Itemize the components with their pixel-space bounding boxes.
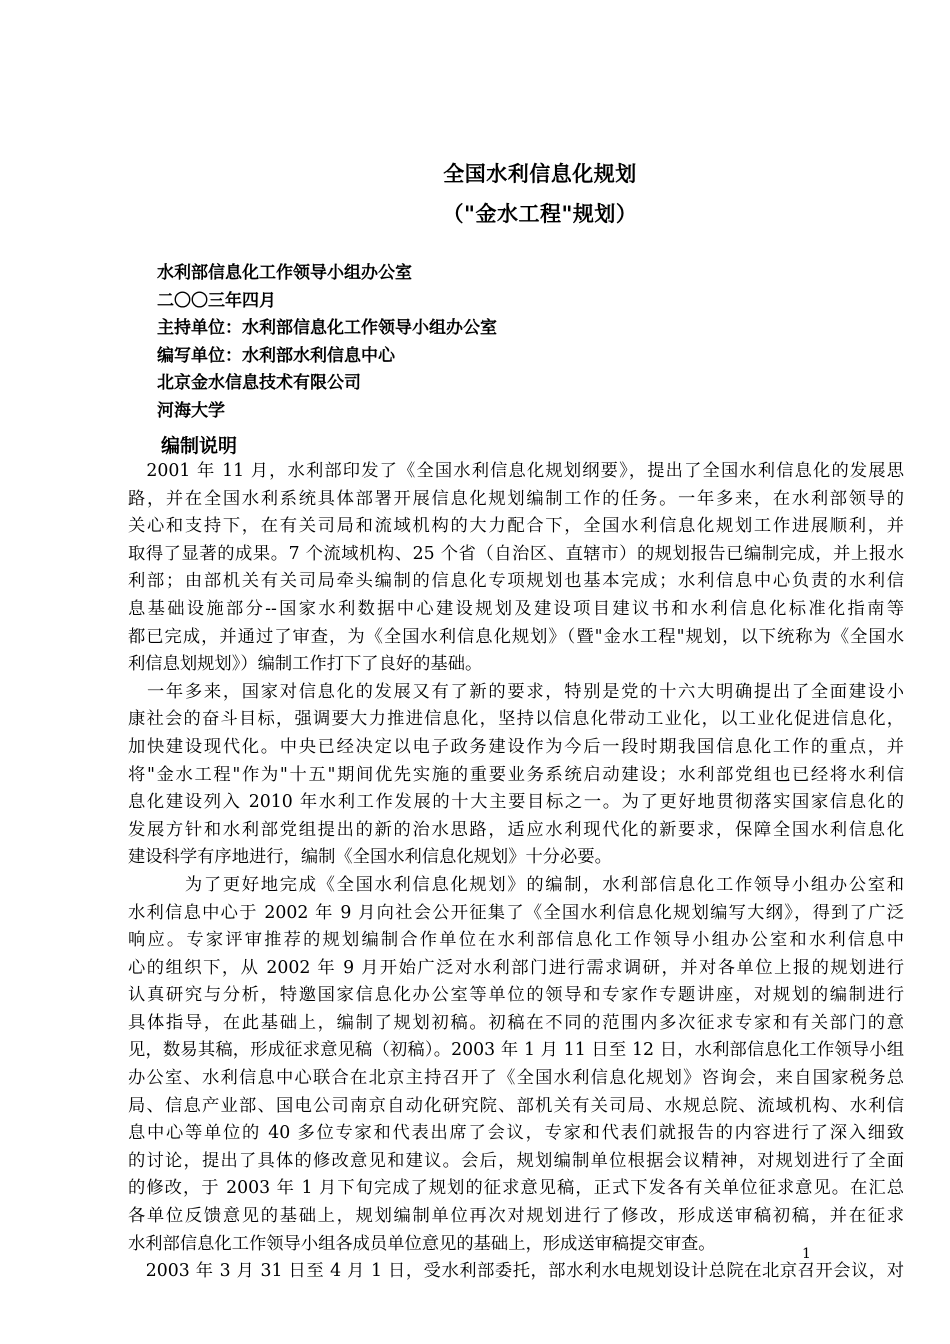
meta-line: 主持单位：水利部信息化工作领导小组办公室 bbox=[157, 318, 497, 338]
document-title: 全国水利信息化规划 bbox=[443, 162, 637, 186]
body-line: 认真研究与分析，特邀国家信息化办公室等单位的领导和专家作专题讲座，对规划的编制进行 bbox=[128, 985, 904, 1006]
body-line: 见，数易其稿，形成征求意见稿（初稿）。2003 年 1 月 11 日至 12 日，水利部信息化工作领导小组 bbox=[128, 1040, 904, 1061]
body-line: 办公室、水利信息中心联合在北京主持召开了《全国水利信息化规划》咨询会，来自国家税务总 bbox=[128, 1068, 904, 1089]
body-line: 心的组织下，从 2002 年 9 月开始广泛对水利部门进行需求调研，并对各单位上报的规划进行 bbox=[128, 957, 904, 978]
body-line: 加快建设现代化。中央已经决定以电子政务建设作为今后一段时期我国信息化工作的重点，并 bbox=[128, 736, 904, 757]
document-meta bbox=[157, 260, 497, 425]
body-line: 为了更好地完成《全国水利信息化规划》的编制，水利部信息化工作领导小组办公室和 bbox=[128, 874, 904, 895]
body-line: 的讨论，提出了具体的修改意见和建议。会后，规划编制单位根据会议精神，对规划进行了全面 bbox=[128, 1150, 904, 1171]
body-line: 2001 年 11 月，水利部印发了《全国水利信息化规划纲要》，提出了全国水利信息化的发展思 bbox=[128, 461, 904, 481]
meta-line: 水利部信息化工作领导小组办公室 bbox=[157, 263, 412, 283]
body-line: 的修改，于 2003 年 1 月下旬完成了规划的征求意见稿，正式下发各有关单位征求意见。在汇总 bbox=[128, 1178, 904, 1199]
page-number: 1 bbox=[802, 1246, 811, 1262]
meta-line: 河海大学 bbox=[157, 400, 225, 421]
body-line: 水利信息中心于 2002 年 9 月向社会公开征集了《全国水利信息化规划编写大纲》，得到了广泛 bbox=[128, 902, 904, 923]
body-text bbox=[128, 458, 904, 1286]
body-line: 水利部信息化工作领导小组各成员单位意见的基础上，形成送审稿提交审查。 bbox=[128, 1233, 716, 1254]
body-line: 发展方针和水利部党组提出的新的治水思路，适应水利现代化的新要求，保障全国水利信息化 bbox=[128, 819, 904, 840]
body-line: 康社会的奋斗目标，强调要大力推进信息化，坚持以信息化带动工业化，以工业化促进信息化， bbox=[128, 709, 904, 730]
meta-line: 编写单位：水利部水利信息中心 bbox=[157, 345, 395, 366]
body-line: 利部；由部机关有关司局牵头编制的信息化专项规划也基本完成；水利信息中心负责的水利信 bbox=[128, 571, 904, 592]
body-line: 具体指导，在此基础上，编制了规划初稿。初稿在不同的范围内多次征求专家和有关部门的意 bbox=[128, 1012, 904, 1033]
body-line: 2003 年 3 月 31 日至 4 月 1 日，受水利部委托，部水利水电规划设计总院在北京召开会议，对 bbox=[128, 1261, 904, 1282]
body-line: 将"金水工程"作为"十五"期间优先实施的重要业务系统启动建设；水利部党组也已经将水利信 bbox=[128, 764, 904, 785]
document-subtitle: （"金水工程"规划） bbox=[442, 202, 638, 226]
body-line: 建设科学有序地进行，编制《全国水利信息化规划》十分必要。 bbox=[128, 847, 612, 868]
body-line: 取得了显著的成果。7 个流域机构、25 个省（自治区、直辖市）的规划报告已编制完成，并上报水 bbox=[128, 543, 904, 564]
body-line: 利信息划规划》）编制工作打下了良好的基础。 bbox=[128, 654, 483, 675]
body-line: 路，并在全国水利系统具体部署开展信息化规划编制工作的任务。一年多来，在水利部领导的 bbox=[128, 488, 904, 509]
body-line: 一年多来，国家对信息化的发展又有了新的要求，特别是党的十六大明确提出了全面建设小 bbox=[128, 681, 904, 702]
body-line: 响应。专家评审推荐的规划编制合作单位在水利部信息化工作领导小组办公室和水利信息中 bbox=[128, 930, 904, 951]
body-line: 关心和支持下，在有关司局和流域机构的大力配合下，全国水利信息化规划工作进展顺利，并 bbox=[128, 516, 904, 537]
section-heading: 编制说明 bbox=[161, 435, 238, 457]
body-line: 局、信息产业部、国电公司南京自动化研究院、部机关有关司局、水规总院、流域机构、水利信 bbox=[128, 1095, 904, 1116]
body-line: 都已完成，并通过了审查，为《全国水利信息化规划》（暨"金水工程"规划，以下统称为《全国水 bbox=[128, 626, 904, 647]
body-line: 息中心等单位的 40 多位专家和代表出席了会议，专家和代表们就报告的内容进行了深入细致 bbox=[128, 1123, 904, 1144]
body-line: 息基础设施部分--国家水利数据中心建设规划及建设项目建议书和水利信息化标准化指南等 bbox=[128, 598, 904, 619]
body-line: 各单位反馈意见的基础上，规划编制单位再次对规划进行了修改，形成送审稿初稿，并在征求 bbox=[128, 1206, 904, 1227]
meta-line: 二〇〇三年四月 bbox=[157, 290, 276, 311]
body-line: 息化建设列入 2010 年水利工作发展的十大主要目标之一。为了更好地贯彻落实国家信息化的 bbox=[128, 792, 904, 813]
meta-line: 北京金水信息技术有限公司 bbox=[157, 373, 361, 393]
